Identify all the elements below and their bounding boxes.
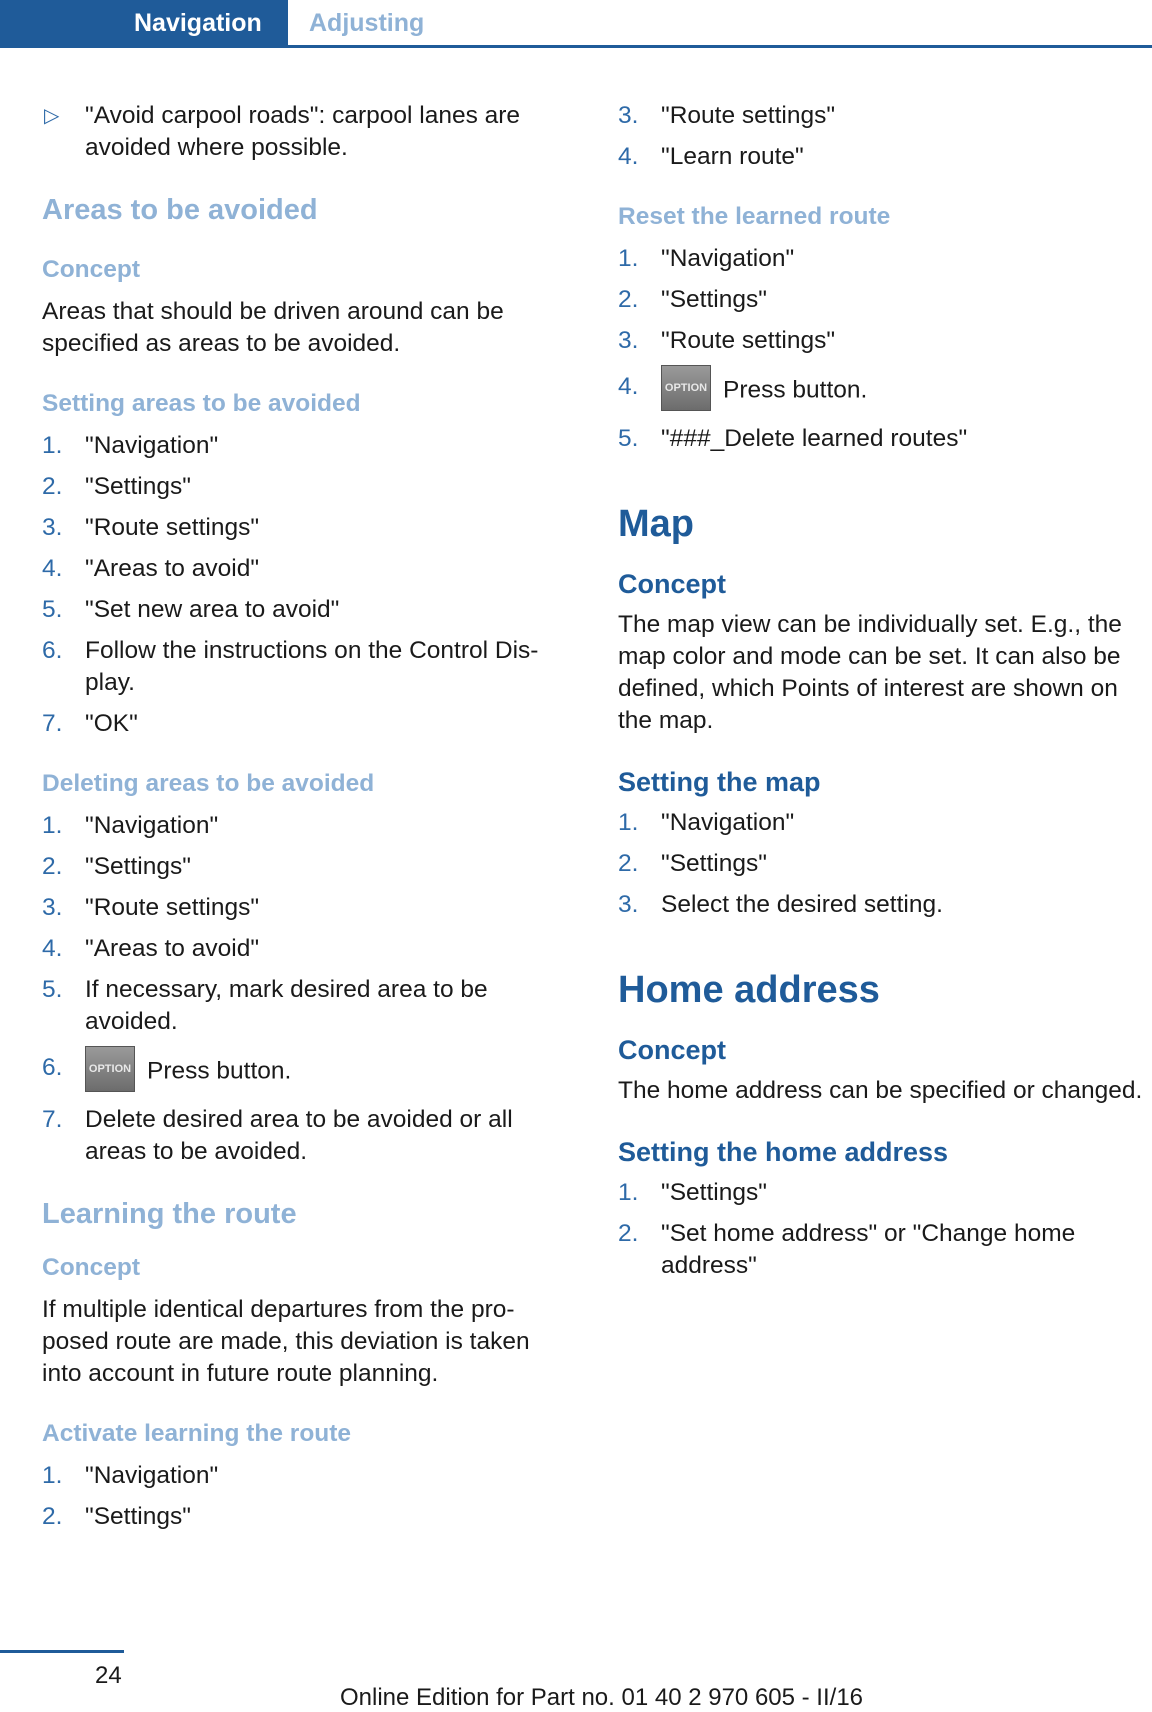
list-item: 2. "Settings"	[42, 853, 191, 880]
setting-areas-steps	[42, 430, 570, 740]
left-column	[42, 100, 570, 1561]
carpool-bullet-list	[0, 100, 570, 164]
list-item: 7. Delete desired area to be avoided or all areas to be avoided.	[42, 1106, 513, 1165]
reset-learned-route-steps	[618, 243, 1148, 455]
section-tab-adjusting[interactable]: Adjusting	[309, 9, 425, 37]
list-item: 6. Follow the instructions on the Control Dis‐ play.	[42, 637, 539, 696]
list-item: 3. Select the desired setting.	[618, 891, 943, 918]
map-concept-text: The map view can be individually set. E.g., the map color and mode can be set. It can also be defined, which Points of interest are shown on the map.	[618, 611, 1122, 734]
page-number: 24	[95, 1662, 122, 1689]
list-item: 5. "###_Delete learned routes"	[618, 425, 968, 452]
list-item: ▷ "Avoid carpool roads": carpool lanes are avoided where possible.	[44, 102, 521, 161]
triangle-bullet-icon: ▷	[44, 105, 60, 127]
list-item: 2. "Settings"	[618, 286, 767, 313]
concept-heading: Concept	[618, 1035, 726, 1065]
page-header	[0, 0, 1152, 48]
concept-heading: Concept	[42, 256, 140, 283]
list-item: 1. "Navigation"	[42, 432, 219, 459]
list-item: 3. "Route settings"	[618, 327, 836, 354]
list-item: 1. "Navigation"	[618, 809, 795, 836]
learning-heading: Learning the route	[42, 1198, 297, 1230]
list-item: 3. "Route settings"	[42, 514, 260, 541]
list-item: 7. "OK"	[42, 710, 138, 737]
setting-home-address-steps	[618, 1177, 1148, 1282]
header-rule	[0, 45, 1152, 48]
activate-learning-steps	[42, 1460, 570, 1533]
map-heading: Map	[618, 503, 694, 545]
list-item: 5. "Set new area to avoid"	[42, 596, 340, 623]
list-item: 3. "Route settings"	[618, 102, 836, 129]
edition-note: Online Edition for Part no. 01 40 2 970 605 - II/16	[340, 1684, 864, 1711]
deleting-areas-steps	[42, 810, 570, 1168]
footer-rule	[0, 1650, 124, 1653]
home-address-heading: Home address	[618, 969, 880, 1011]
option-button-icon: OPTION	[661, 365, 711, 411]
list-item: 4. "Areas to avoid"	[42, 935, 260, 962]
concept-heading: Concept	[618, 569, 726, 599]
list-item: 1. "Settings"	[618, 1179, 767, 1206]
page-footer	[0, 1650, 1152, 1711]
list-item: 2. "Settings"	[42, 1503, 191, 1530]
list-item: 2. "Settings"	[618, 850, 767, 877]
reset-learned-route-heading: Reset the learned route	[618, 203, 891, 230]
learning-concept-text: If multiple identical departures from the pro‐ posed route are made, this deviation is taken into account in future route planning.	[42, 1296, 530, 1387]
list-item: 1. "Navigation"	[42, 812, 219, 839]
setting-map-heading: Setting the map	[618, 767, 821, 797]
list-item: 4. "Learn route"	[618, 143, 804, 170]
list-item: 1. "Navigation"	[42, 1462, 219, 1489]
list-item: 5. If necessary, mark desired area to be avoided.	[42, 976, 488, 1035]
section-tab-navigation[interactable]: Navigation	[0, 0, 288, 47]
list-item: 2. "Settings"	[42, 473, 191, 500]
option-button-icon: OPTION	[85, 1046, 135, 1092]
areas-heading: Areas to be avoided	[42, 194, 318, 226]
activate-learning-steps-continued	[618, 100, 1148, 173]
setting-home-address-heading: Setting the home address	[618, 1137, 949, 1167]
setting-areas-heading: Setting areas to be avoided	[42, 390, 361, 417]
areas-concept-text: Areas that should be driven around can be specified as areas to be avoided.	[42, 298, 504, 357]
home-concept-text: The home address can be specified or changed.	[618, 1077, 1143, 1104]
setting-map-steps	[618, 807, 1148, 921]
activate-learning-heading: Activate learning the route	[42, 1420, 352, 1447]
list-item: 6. OPTION Press button.	[42, 1052, 570, 1092]
list-item: 3. "Route settings"	[42, 894, 260, 921]
list-item: 4. OPTION Press button.	[618, 371, 1148, 411]
deleting-areas-heading: Deleting areas to be avoided	[42, 770, 375, 797]
list-item: 4. "Areas to avoid"	[42, 555, 260, 582]
list-item: 2. "Set home address" or "Change home address"	[618, 1220, 1076, 1279]
list-item: 1. "Navigation"	[618, 245, 795, 272]
right-column	[618, 100, 1148, 1310]
concept-heading: Concept	[42, 1254, 140, 1281]
